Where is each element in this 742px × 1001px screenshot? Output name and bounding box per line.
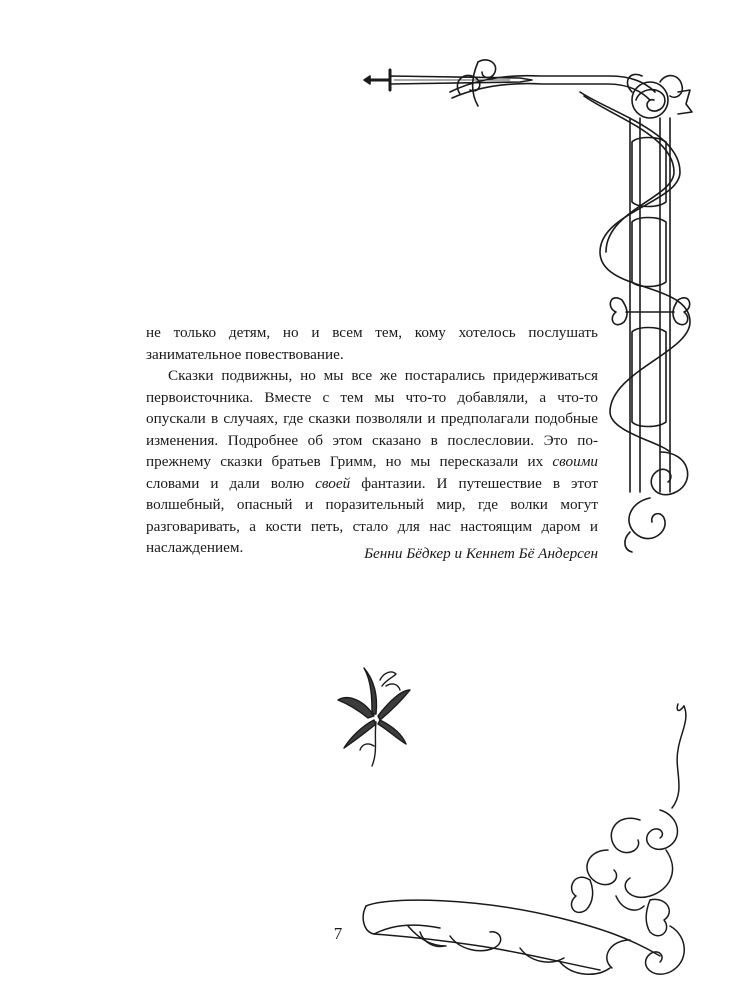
paragraph-main-part-c: фантазии. И путешествие в этот волшебный, опасный и поразительный мир, где волки могут разговаривать, а кости петь, стало для нас настоящим даром и наслаждением.	[146, 474, 598, 556]
main-text	[146, 322, 598, 559]
paragraph-main	[146, 365, 598, 559]
paragraph-continuation: не только детям, но и всем тем, кому хотелось послушать занимательное повествование.	[146, 324, 598, 363]
emphasis-svoei: своей	[315, 474, 351, 492]
paragraph-main-part-a: Сказки подвижны, но мы все же постарались придерживаться первоисточника. Вместе с тем мы что-то добавляли, а что-то опускали в случаях, где сказки позволяли и предполагали подобные изменения. Подробнее об этом сказано в послесловии. Это по-прежнему сказки братьев Гримм, но мы пересказали их	[146, 367, 598, 470]
scroll-flourish-icon	[360, 700, 700, 990]
emphasis-svoimi: своими	[552, 453, 598, 470]
page-number: 7	[333, 924, 343, 943]
paragraph-main-part-b: словами и дали волю	[146, 474, 316, 492]
authors-signature: Бенни Бёдкер и Кеннет Бё Андерсен	[364, 545, 598, 562]
